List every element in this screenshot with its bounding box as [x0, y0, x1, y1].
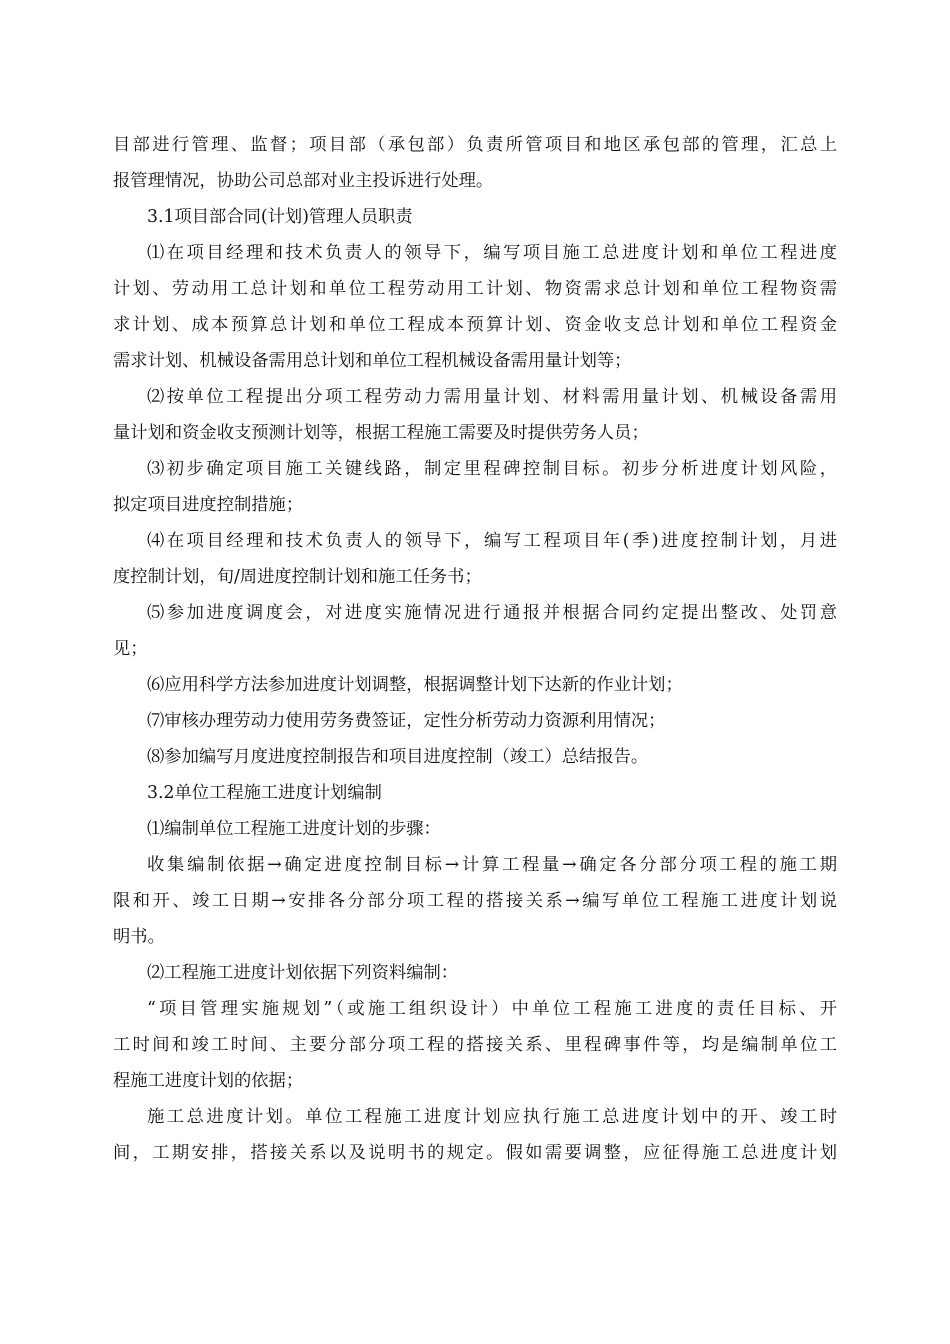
text-line: 工时间和竣工时间、主要分部分项工程的搭接关系、里程碑事件等，均是编制单位工 [113, 1035, 837, 1055]
text-line: ⑴在项目经理和技术负责人的领导下，编写项目施工总进度计划和单位工程进度 [147, 243, 837, 263]
text-line: 拟定项目进度控制措施； [113, 495, 304, 515]
text-line: 见； [113, 639, 148, 659]
body-text [113, 127, 837, 1171]
text-line: ⑶初步确定项目施工关键线路，制定里程碑控制目标。初步分析进度计划风险， [147, 459, 837, 479]
text-line: 计划、劳动用工总计划和单位工程劳动用工计划、物资需求总计划和单位工程物资需 [113, 279, 837, 299]
text-line: 量计划和资金收支预测计划等，根据工程施工需要及时提供劳务人员； [113, 423, 649, 443]
text-line: ⑻参加编写月度进度控制报告和项目进度控制（竣工）总结报告。 [147, 747, 649, 767]
text-line: 程施工进度计划的依据； [113, 1071, 304, 1091]
text-line: ⑸参加进度调度会，对进度实施情况进行通报并根据合同约定提出整改、处罚意 [147, 603, 837, 623]
text-line: 需求计划、机械设备需用总计划和单位工程机械设备需用量计划等； [113, 351, 632, 371]
text-line: 度控制计划，旬/周进度控制计划和施工任务书； [113, 567, 482, 587]
text-line: 求计划、成本预算总计划和单位工程成本预算计划、资金收支总计划和单位工程资金 [113, 315, 837, 335]
text-line: ⑹应用科学方法参加进度计划调整，根据调整计划下达新的作业计划； [147, 675, 683, 695]
text-line: 明书。 [113, 927, 165, 947]
text-line: 施工总进度计划。单位工程施工进度计划应执行施工总进度计划中的开、竣工时 [147, 1107, 837, 1127]
text-line: “项目管理实施规划”（或施工组织设计）中单位工程施工进度的责任目标、开 [147, 999, 837, 1019]
text-line: ⑺审核办理劳动力使用劳务费签证，定性分析劳动力资源利用情况； [147, 711, 666, 731]
text-line: ⑵按单位工程提出分项工程劳动力需用量计划、材料需用量计划、机械设备需用 [147, 387, 837, 407]
text-line: 间，工期安排，搭接关系以及说明书的规定。假如需要调整，应征得施工总进度计划 [113, 1143, 837, 1163]
section-heading: 3.1项目部合同(计划)管理人员职责 [147, 207, 413, 227]
text-line: 目部进行管理、监督；项目部（承包部）负责所管项目和地区承包部的管理，汇总上 [113, 135, 837, 155]
text-line: ⑷在项目经理和技术负责人的领导下，编写工程项目年(季)进度控制计划，月进 [147, 531, 837, 551]
text-line: 收集编制依据→确定进度控制目标→计算工程量→确定各分部分项工程的施工期 [147, 855, 837, 875]
text-line: ⑴编制单位工程施工进度计划的步骤： [147, 819, 441, 839]
section-heading: 3.2单位工程施工进度计划编制 [147, 783, 382, 803]
text-line: 限和开、竣工日期→安排各分部分项工程的搭接关系→编写单位工程施工进度计划说 [113, 891, 837, 911]
text-line: ⑵工程施工进度计划依据下列资料编制： [147, 963, 459, 983]
text-line: 报管理情况，协助公司总部对业主投诉进行处理。 [113, 171, 494, 191]
